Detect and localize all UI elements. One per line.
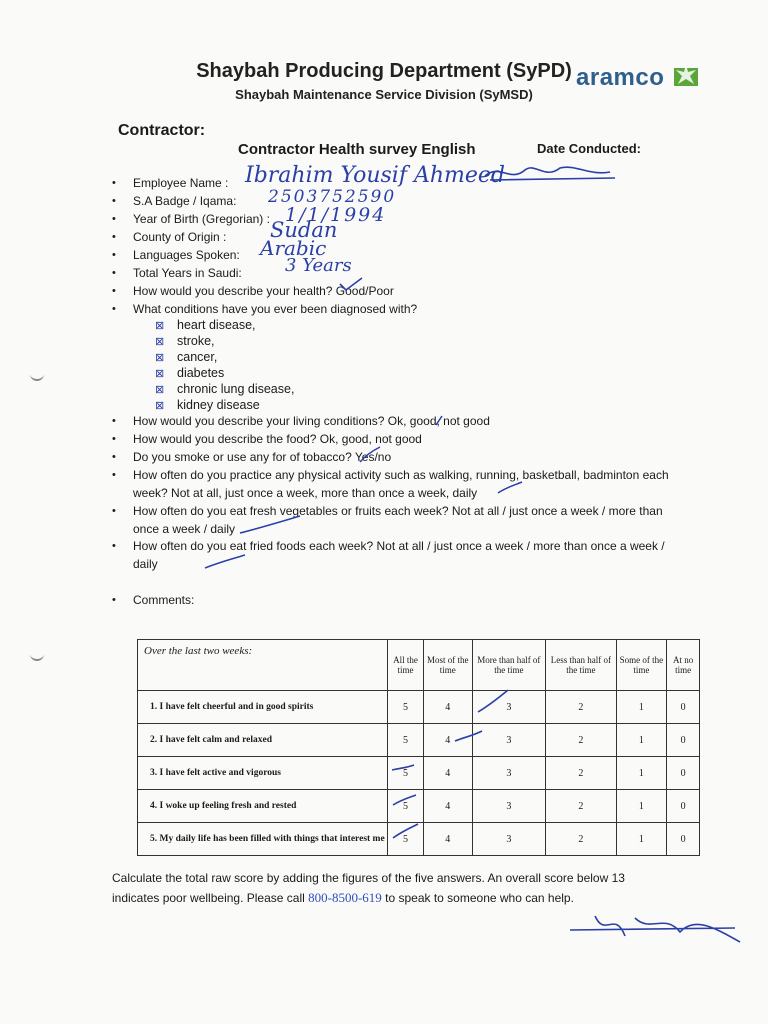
score-cell[interactable]: 4 — [424, 823, 473, 856]
score-cell[interactable]: 3 — [472, 823, 546, 856]
statement-cell: 4. I woke up feeling fresh and rested — [138, 790, 388, 823]
score-cell[interactable]: 2 — [546, 757, 617, 790]
question: How would you describe the food? Ok, good, not good — [133, 432, 422, 446]
score-cell[interactable]: 5 — [388, 823, 424, 856]
crossed-checkbox-icon: ⊠ — [155, 336, 165, 348]
column-header: All the time — [388, 640, 424, 691]
score-cell[interactable]: 1 — [616, 757, 667, 790]
score-cell[interactable]: 5 — [388, 724, 424, 757]
statement-cell: 2. I have felt calm and relaxed — [138, 724, 388, 757]
field-value: Ibrahim Yousif Ahmeed — [245, 163, 505, 188]
bullet: • — [112, 231, 116, 243]
condition-item: ⊠ kidney disease — [155, 398, 260, 412]
question: How often do you eat fresh vegetables or fruits each week? Not at all / just once a week / more than once a week / daily — [133, 504, 663, 536]
field-label: What conditions have you ever been diagnosed with? — [133, 302, 418, 316]
question: Do you smoke or use any for of tobacco? Yes/no — [133, 450, 392, 464]
field-value: Arabic — [260, 236, 327, 260]
bullet: • — [112, 177, 116, 189]
bullet: • — [112, 213, 116, 225]
condition-item: ⊠ heart disease, — [155, 318, 256, 332]
contractor-label: Contractor: — [118, 122, 206, 139]
logo-text: aramco — [576, 64, 665, 91]
field-value: 2503752590 — [268, 187, 397, 207]
field-label: Languages Spoken: — [133, 248, 240, 262]
question: How often do you eat fried foods each week? Not at all / just once a week / more than once a week / daily — [133, 539, 665, 571]
signature-bottom — [565, 908, 745, 944]
crossed-checkbox-icon: ⊠ — [155, 320, 165, 332]
score-cell[interactable]: 5 — [388, 790, 424, 823]
score-cell[interactable]: 2 — [546, 724, 617, 757]
field-label: County of Origin : — [133, 230, 227, 244]
column-header: At no time — [667, 640, 700, 691]
field-value: Sudan — [270, 218, 338, 242]
crossed-checkbox-icon: ⊠ — [155, 368, 165, 380]
date-conducted-label: Date Conducted: — [537, 141, 641, 156]
score-cell[interactable]: 3 — [472, 790, 546, 823]
score-cell[interactable]: 1 — [616, 724, 667, 757]
column-header: Some of the time — [616, 640, 667, 691]
score-cell[interactable]: 4 — [424, 691, 473, 724]
bullet: • — [112, 285, 116, 297]
helpline-phone[interactable]: 800-8500-619 — [308, 890, 382, 905]
statement-cell: 1. I have felt cheerful and in good spirits — [138, 691, 388, 724]
score-cell[interactable]: 3 — [472, 757, 546, 790]
score-cell[interactable]: 3 — [472, 724, 546, 757]
score-cell[interactable]: 2 — [546, 790, 617, 823]
condition-item: ⊠ cancer, — [155, 350, 218, 364]
field-label: Year of Birth (Gregorian) : — [133, 212, 270, 226]
condition-item: ⊠ chronic lung disease, — [155, 382, 295, 396]
score-cell[interactable]: 4 — [424, 757, 473, 790]
score-cell[interactable]: 2 — [546, 823, 617, 856]
field-value: 3 Years — [285, 255, 352, 276]
score-cell[interactable]: 4 — [424, 790, 473, 823]
score-cell[interactable]: 0 — [667, 790, 700, 823]
document-title: Shaybah Producing Department (SyPD) — [196, 60, 572, 82]
field-label: S.A Badge / Iqama: — [133, 194, 237, 208]
field-label: Employee Name : — [133, 176, 229, 190]
column-header: More than half of the time — [472, 640, 546, 691]
condition-item: ⊠ stroke, — [155, 334, 215, 348]
score-cell[interactable]: 0 — [667, 691, 700, 724]
survey-title: Contractor Health survey English — [238, 141, 476, 158]
bullet: • — [112, 249, 116, 261]
statement-cell: 3. I have felt active and vigorous — [138, 757, 388, 790]
score-cell[interactable]: 1 — [616, 823, 667, 856]
comments-label: Comments: — [133, 593, 195, 607]
bullet: • — [112, 267, 116, 279]
score-cell[interactable]: 0 — [667, 823, 700, 856]
score-cell[interactable]: 2 — [546, 691, 617, 724]
field-label: Total Years in Saudi: — [133, 266, 242, 280]
score-cell[interactable]: 5 — [388, 691, 424, 724]
score-cell[interactable]: 0 — [667, 757, 700, 790]
score-cell[interactable]: 5 — [388, 757, 424, 790]
column-header: Less than half of the time — [546, 640, 617, 691]
score-cell[interactable]: 3 — [472, 691, 546, 724]
bullet: • — [112, 195, 116, 207]
statement-cell: 5. My daily life has been filled with things that interest me — [138, 823, 388, 856]
field-label: How would you describe your health? Good/Poor — [133, 284, 394, 298]
condition-item: ⊠ diabetes — [155, 366, 225, 380]
score-cell[interactable]: 1 — [616, 691, 667, 724]
score-cell[interactable]: 0 — [667, 724, 700, 757]
document-subtitle: Shaybah Maintenance Service Division (SyMSD) — [235, 87, 533, 102]
bullet: • — [112, 303, 116, 315]
crossed-checkbox-icon: ⊠ — [155, 352, 165, 364]
table-header: Over the last two weeks: — [138, 640, 388, 691]
punch-hole — [30, 365, 44, 381]
scoring-instructions: Calculate the total raw score by adding the figures of the five answers. An overall score below 13 indicates poor wellbeing. Please call 800-8500-619 to speak to someone who can help. — [112, 871, 625, 905]
punch-hole — [30, 645, 44, 661]
crossed-checkbox-icon: ⊠ — [155, 384, 165, 396]
score-cell[interactable]: 1 — [616, 790, 667, 823]
field-value: 1/1/1994 — [285, 204, 387, 226]
question: How often do you practice any physical activity such as walking, running, basketball, badminton each week? Not at all, just once a week, more than once a week, daily — [133, 468, 669, 500]
question: How would you describe your living conditions? Ok, good, not good — [133, 414, 490, 428]
crossed-checkbox-icon: ⊠ — [155, 400, 165, 412]
column-header: Most of the time — [424, 640, 473, 691]
score-cell[interactable]: 4 — [424, 724, 473, 757]
